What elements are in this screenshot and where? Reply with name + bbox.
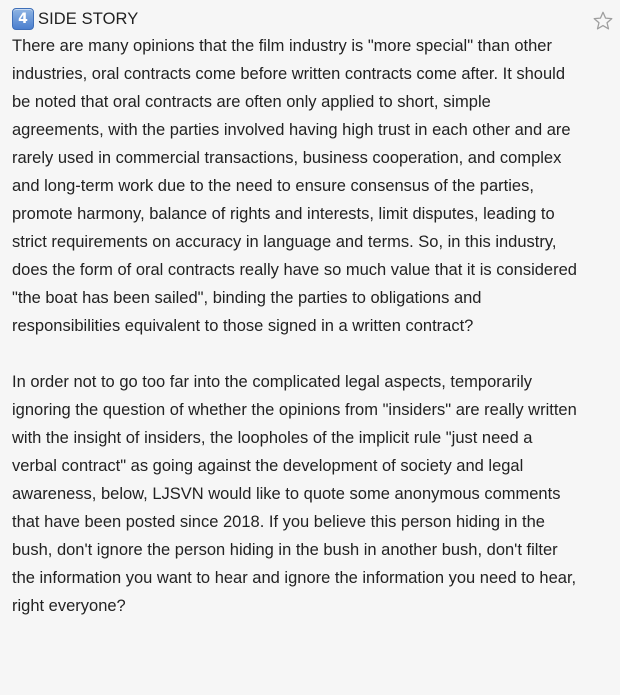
star-outline-svg — [592, 10, 614, 32]
keycap-digit-four-icon: 4 — [12, 8, 34, 30]
body-paragraph-1: There are many opinions that the film industry is "more special" than other industries, oral contracts come before written contracts come after. It should be noted that oral contracts are often only applied to short, simple agreements, with the parties involved having high trust in each other and are rarely used in commercial transactions, business cooperation, and complex and long-term work due to the need to ensure consensus of the parties, promote harmony, balance of rights and interests, limit disputes, leading to strict requirements on accuracy in language and terms. So, in this industry, does the form of oral contracts really have so much value that it is considered "the boat has been sailed", binding the parties to obligations and responsibilities equivalent to those signed in a written contract? — [12, 37, 577, 335]
body-paragraph-2: In order not to go too far into the complicated legal aspects, temporarily ignoring the question of whether the opinions from "insiders" are really written with the insight of insiders, the loopholes of the implicit rule "just need a verbal contract" as going against the development of society and legal awareness, below, LJSVN would like to quote some anonymous comments that have been posted since 2018. If you believe this person hiding in the bush, don't ignore the person hiding in the bush in another bush, don't filter the information you want to hear and ignore the information you need to hear, right everyone? — [12, 373, 577, 615]
star-outline-icon[interactable] — [592, 10, 614, 32]
post-title: SIDE STORY — [38, 9, 139, 28]
paragraph-spacer — [12, 340, 580, 368]
post-header — [12, 6, 580, 32]
